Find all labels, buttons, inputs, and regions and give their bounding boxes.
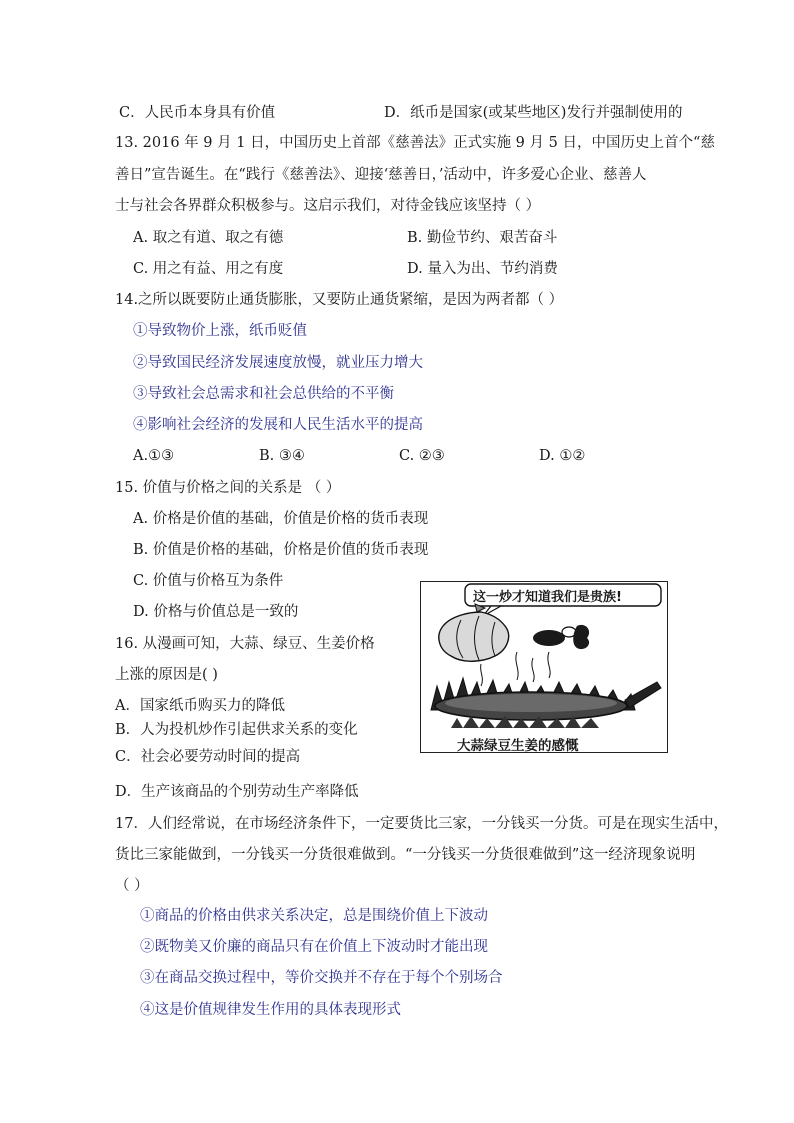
q13-option-d: D. 量入为出、节约消费 — [407, 261, 558, 277]
q14-statement-1: ①导致物价上涨，纸币贬值 — [133, 323, 307, 339]
q12-option-d: D．纸币是国家(或某些地区)发行并强制使用的 — [384, 105, 683, 121]
q13-stem-line2: 善日”宣告诞生。在“践行《慈善法》、迎接‘慈善日，’活动中，许多爱心企业、慈善人 — [115, 167, 647, 183]
q13-option-c: C. 用之有益、用之有度 — [133, 261, 284, 277]
q14-statement-3: ③导致社会总需求和社会总供给的不平衡 — [133, 386, 394, 402]
q15-option-d: D. 价格与价值总是一致的 — [133, 604, 299, 620]
q13-option-b: B. 勤俭节约、艰苦奋斗 — [407, 230, 558, 246]
q17-statement-2: ②既物美又价廉的商品只有在价值上下波动时才能出现 — [140, 939, 488, 955]
q13-stem-line3: 士与社会各界群众积极参与。这启示我们，对待金钱应该坚持（ ） — [115, 198, 541, 214]
q15-option-b: B. 价值是价格的基础，价格是价值的货币表现 — [133, 542, 429, 558]
q15-option-c: C. 价值与价格互为条件 — [133, 573, 284, 589]
q16-option-d: D．生产该商品的个别劳动生产率降低 — [115, 784, 359, 800]
q17-stem-line1: 17．人们经常说，在市场经济条件下，一定要货比三家，一分钱买一分货。可是在现实生活中， — [115, 816, 728, 832]
q13-stem-line1: 13. 2016 年 9 月 1 日，中国历史上首部《慈善法》正式实施 9 月 5 日，中国历史上首个“慈 — [115, 135, 715, 151]
q12-option-c: C．人民币本身具有价值 — [119, 105, 276, 121]
q17-statement-1: ①商品的价格由供求关系决定，总是围绕价值上下波动 — [140, 908, 488, 924]
q17-statement-4: ④这是价值规律发生作用的具体表现形式 — [140, 1002, 401, 1018]
q13-option-a: A. 取之有道、取之有德 — [133, 230, 284, 246]
cartoon-drawing — [421, 582, 668, 753]
q15-stem: 15. 价值与价格之间的关系是 （ ） — [115, 480, 341, 496]
cartoon-speech-text: 这一炒才知道我们是贵族! — [473, 590, 622, 605]
cartoon-image — [420, 581, 668, 753]
q14-option-c: C. ②③ — [399, 448, 445, 464]
q16-option-a: A．国家纸币购买力的降低 — [115, 698, 285, 714]
cartoon-caption: 大蒜绿豆生姜的感慨 — [457, 738, 579, 753]
q15-option-a: A. 价格是价值的基础，价值是价格的货币表现 — [133, 511, 429, 527]
q14-statement-4: ④影响社会经济的发展和人民生活水平的提高 — [133, 417, 423, 433]
q14-statement-2: ②导致国民经济发展速度放慢，就业压力增大 — [133, 355, 423, 371]
q17-stem-line3: （ ） — [115, 878, 149, 894]
q16-option-c: C．社会必要劳动时间的提高 — [115, 749, 301, 765]
q14-stem: 14.之所以既要防止通货膨胀，又要防止通货紧缩，是因为两者都（ ） — [115, 292, 564, 308]
q16-stem-line2: 上涨的原因是( ) — [115, 667, 218, 683]
q16-stem-line1: 16. 从漫画可知，大蒜、绿豆、生姜价格 — [115, 636, 375, 652]
q17-statement-3: ③在商品交换过程中，等价交换并不存在于每个个别场合 — [140, 970, 503, 986]
q14-option-b: B. ③④ — [259, 448, 305, 464]
q14-option-d: D. ①② — [539, 448, 586, 464]
q17-stem-line2: 货比三家能做到，一分钱买一分货很难做到。“一分钱买一分货很难做到”这一经济现象说明 — [115, 847, 696, 863]
q16-option-b: B．人为投机炒作引起供求关系的变化 — [115, 722, 358, 738]
q14-option-a: A.①③ — [133, 448, 175, 464]
